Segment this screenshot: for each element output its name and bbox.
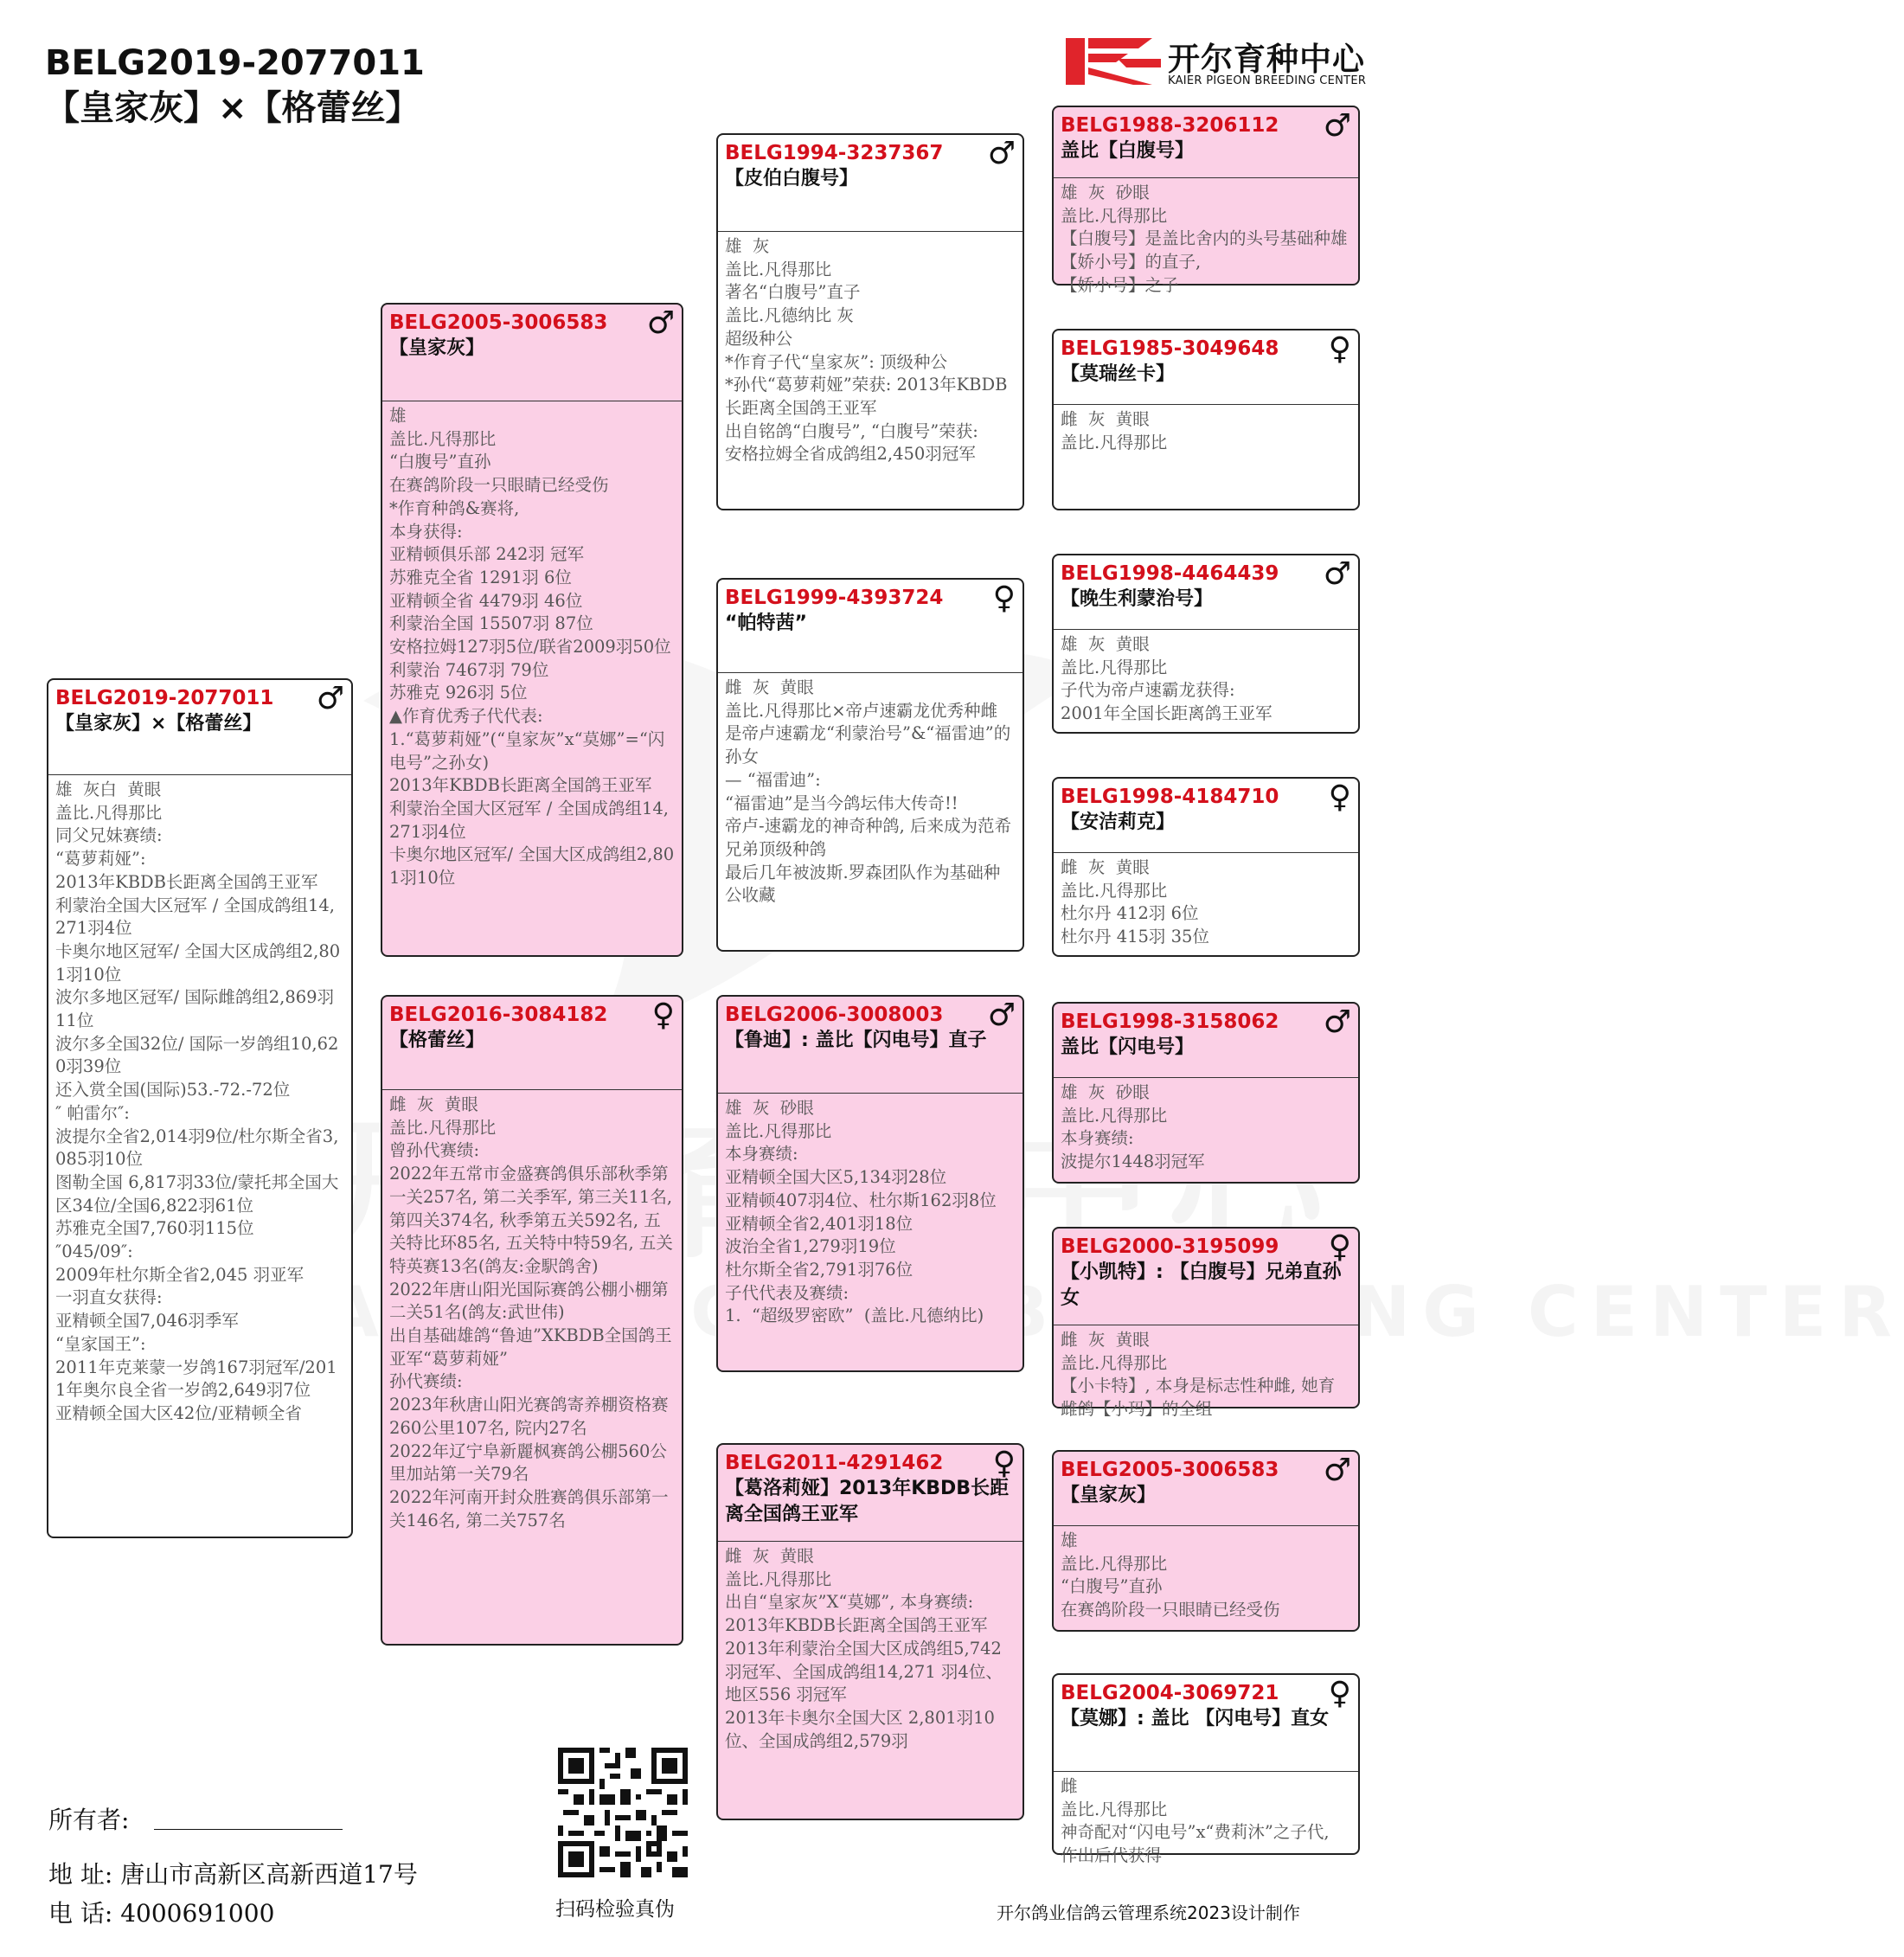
male-icon: ♂ — [987, 998, 1016, 1033]
pigeon-details: 雄 灰 黄眼 盖比.凡得那比 子代为帝卢速霸龙获得: 2001年全国长距离鸽王亚军 — [1061, 634, 1273, 724]
pigeon-name: 【皇家灰】 — [389, 337, 485, 359]
pigeon-details: 雄 灰 砂眼 盖比.凡得那比 本身赛绩: 亚精顿全国大区5,134羽28位 亚精顿407羽4位、杜尔斯162羽8位 亚精顿全省2,401羽18位 波治全省1,279羽19位 杜尔斯全省2,791羽76位 子代代表及赛绩: 1. “超级罗密欧” (盖比.凡德纳比) — [725, 1098, 997, 1326]
female-icon: ♀ — [992, 1446, 1016, 1481]
pigeon-name: 【安洁莉克】 — [1061, 812, 1176, 833]
ring-number: BELG2006-3008003 — [725, 1004, 944, 1026]
ring-number: BELG1998-4184710 — [1061, 786, 1279, 808]
kaier-logo — [1066, 31, 1369, 92]
logo-subtext: KAIER PIGEON BREEDING CENTER — [1168, 74, 1367, 87]
female-icon: ♀ — [992, 581, 1016, 616]
footer-credit: 开尔鸽业信鸽云管理系统2023设计制作 — [997, 1902, 1300, 1923]
ring-number: BELG2016-3084182 — [389, 1004, 608, 1026]
pigeon-name: “帕特茜” — [725, 613, 807, 634]
pedigree-card-dam — [381, 995, 683, 1646]
pigeon-name: 【莫瑞丝卡】 — [1061, 363, 1176, 385]
pigeon-details: 雌 灰 黄眼 盖比.凡得那比×帝卢速霸龙优秀种雌 是帝卢速霸龙“利蒙治号”&“福雷迪”的孙女 — “福雷迪”: “福雷迪”是当今鸽坛伟大传奇!! 帝卢-速霸龙的神奇种鸽, 后来成为范希兄弟顶级种鸽 最后几年被波斯.罗森团队作为基础种公收藏 — [725, 677, 1011, 906]
ring-number: BELG2004-3069721 — [1061, 1682, 1279, 1704]
pedigree-card-sdd — [1052, 777, 1360, 957]
pedigree-card-sss — [1052, 106, 1360, 295]
logo-text: 开尔育种中心 — [1168, 41, 1365, 78]
pigeon-name: 盖比【闪电号】 — [1061, 1036, 1195, 1058]
pigeon-details: 雌 灰 黄眼 盖比.凡得那比 杜尔丹 412羽 6位 杜尔丹 415羽 35位 — [1061, 857, 1209, 947]
pigeon-name: 【晚生利蒙治号】 — [1061, 588, 1214, 610]
female-icon: ♀ — [651, 998, 675, 1033]
ring-number: BELG1998-3158062 — [1061, 1011, 1279, 1033]
female-icon: ♀ — [1328, 1676, 1351, 1711]
pedigree-card-dam-dam — [716, 1443, 1024, 1820]
male-icon: ♂ — [1323, 1004, 1351, 1040]
pedigree-card-sire-dam — [716, 578, 1024, 952]
pedigree-card-dss — [1052, 1002, 1360, 1184]
owner-blank-line — [154, 1829, 343, 1830]
ring-number: BELG2005-3006583 — [389, 311, 608, 334]
pigeon-details: 雄 盖比.凡得那比 “白腹号”直孙 在赛鸽阶段一只眼睛已经受伤 — [1061, 1530, 1280, 1620]
pigeon-name: 【鲁迪】: 盖比【闪电号】直子 — [725, 1030, 987, 1051]
ring-number: BELG2005-3006583 — [1061, 1459, 1279, 1481]
pedigree-card-dam-sire — [716, 995, 1024, 1372]
pigeon-name: 盖比【白腹号】 — [1061, 140, 1195, 162]
ring-number: BELG2000-3195099 — [1061, 1235, 1279, 1258]
male-icon: ♂ — [1323, 1453, 1351, 1488]
ring-number: BELG1999-4393724 — [725, 587, 944, 609]
female-icon: ♀ — [1328, 1229, 1351, 1265]
pigeon-name: 【葛洛莉娅】2013年KBDB长距离全国鸽王亚军 — [725, 1478, 1010, 1525]
pedigree-card-ssd — [1052, 329, 1360, 510]
qr-caption: 扫码检验真伪 — [555, 1898, 675, 1921]
female-icon: ♀ — [1328, 331, 1351, 367]
pigeon-details: 雄 灰白 黄眼 盖比.凡得那比 同父兄妹赛绩: “葛萝莉娅”: 2013年KBDB长距离全国鸽王亚军 利蒙治全国大区冠军 / 全国成鸽组14,271羽4位 卡奥尔地区冠军/ 全国大区成鸽组2,801羽10位 波尔多地区冠军/ 国际雌鸽组2,869羽11位 波尔多全国32位/ 国际一岁鸽组10,620羽39位 还入赏全国(国际)53.-72.-72位 ″ 帕雷尔″: 波提尔全省2,014羽9位/杜尔斯全省3,085羽10位 图勒全国 6,817羽33位/蒙托邦全国大区34位/全国6,822羽61位 苏雅克全国7,760羽115位 ″045/09″: 2009年杜尔斯全省2,045 羽亚军 一羽直女获得: 亚精顿全国7,046羽季军 “皇家国王”: 2011年克莱蒙一岁鸽167羽冠军/2011年奥尔良全省一岁鸽2,649羽7位 亚精顿全国大区42位/亚精顿全省 — [55, 780, 341, 1423]
ring-number: BELG2019-2077011 — [55, 687, 274, 709]
page-subtitle: 【皇家灰】×【格蕾丝】 — [45, 88, 420, 128]
pedigree-card-dsd — [1052, 1227, 1360, 1420]
pigeon-details: 雌 灰 黄眼 盖比.凡得那比 — [1061, 409, 1168, 452]
pigeon-name: 【皮伯白腹号】 — [725, 168, 859, 189]
pigeon-details: 雄 盖比.凡得那比 “白腹号”直孙 在赛鸽阶段一只眼睛已经受伤 *作育种鸽&赛将, 本身获得: 亚精顿俱乐部 242羽 冠军 苏雅克全省 1291羽 6位 亚精顿全省 4479羽 46位 利蒙治全国 15507羽 87位 安格拉姆127羽5位/联省2009羽50位 利蒙治 7467羽 79位 苏雅克 926羽 5位 ▲作育优秀子代代表: 1.“葛萝莉娅”(“皇家灰”x“莫娜”=“闪电号”之孙女) 2013年KBDB长距离全国鸽王亚军 利蒙治全国大区冠军 / 全国成鸽组14,271羽4位 卡奥尔地区冠军/ 全国大区成鸽组2,801羽10位 — [389, 406, 675, 889]
pigeon-details: 雌 灰 黄眼 盖比.凡得那比 出自“皇家灰”X“莫娜”, 本身赛绩: 2013年KBDB长距离全国鸽王亚军 2013年利蒙治全国大区成鸽组5,742 羽冠军、全国成鸽组14,271 羽4位、地区556 羽冠军 2013年卡奥尔全国大区 2,801羽10位、全国成鸽组2,579羽 — [725, 1546, 1003, 1751]
male-icon: ♂ — [646, 305, 675, 341]
address: 地 址: 唐山市高新区高新西道17号 — [48, 1860, 418, 1889]
ring-number: BELG2011-4291462 — [725, 1452, 944, 1474]
pedigree-card-ddd — [1052, 1673, 1360, 1866]
pigeon-details: 雄 灰 盖比.凡得那比 著名“白腹号”直子 盖比.凡德纳比 灰 超级种公 *作育子代“皇家灰”: 顶级种公 *孙代“葛萝莉娅”荣获: 2013年KBDB长距离全国鸽王亚军 出自铭鸽“白腹号”, “白腹号”荣获: 安格拉姆全省成鸽组2,450羽冠军 — [725, 236, 1008, 465]
pigeon-details: 雌 灰 黄眼 盖比.凡得那比 曾孙代赛绩: 2022年五常市金盛赛鸽俱乐部秋季第一关257名, 第二关季军, 第三关11名, 第四关374名, 秋季第五关592名, 五关特比环85名, 五关特中特59名, 五关特英赛13名(鸽友:金駅鸽舍) 2022年唐山阳光国际赛鸽公棚小棚第二关51名(鸽友:武世伟) 出自基础雄鸽“鲁迪”XKBDB全国鸽王亚军“葛萝莉娅” 孙代赛绩: 2023年秋唐山阳光赛鸽寄养棚资格赛260公里107名, 院内27名 2022年辽宁阜新麗枫赛鸽公棚560公里加站第一关79名 2022年河南开封众胜赛鸽俱乐部第一关146名, 第二关757名 — [389, 1094, 673, 1530]
ring-number: BELG1998-4464439 — [1061, 562, 1279, 585]
phone: 电 话: 4000691000 — [48, 1899, 275, 1928]
male-icon: ♂ — [316, 681, 344, 716]
logo-mark-icon — [1066, 33, 1161, 90]
male-icon: ♂ — [1323, 108, 1351, 144]
ring-number: BELG1988-3206112 — [1061, 114, 1279, 137]
ring-number: BELG1985-3049648 — [1061, 337, 1279, 360]
pigeon-name: 【小凯特】: 【白腹号】兄弟直孙女 — [1061, 1261, 1342, 1309]
pigeon-details: 雄 灰 砂眼 盖比.凡得那比 本身赛绩: 波提尔1448羽冠军 — [1061, 1082, 1205, 1172]
male-icon: ♂ — [1323, 556, 1351, 592]
pedigree-card-sire — [381, 303, 683, 957]
pedigree-card-subject — [47, 678, 353, 1538]
female-icon: ♀ — [1328, 780, 1351, 815]
qr-code-icon[interactable] — [558, 1748, 688, 1877]
pigeon-details: 雄 灰 砂眼 盖比.凡得那比 【白腹号】是盖比舍内的头号基础种雄【娇小号】的直子, 【娇小号】之子 — [1061, 183, 1348, 295]
owner-label: 所有者: — [48, 1806, 130, 1834]
pigeon-name: 【皇家灰】×【格蕾丝】 — [55, 713, 262, 735]
pedigree-card-sire-sire — [716, 133, 1024, 510]
ring-number: BELG1994-3237367 — [725, 142, 944, 164]
pedigree-card-dds — [1052, 1450, 1360, 1632]
pedigree-card-sds — [1052, 554, 1360, 734]
page-title: BELG2019-2077011 — [45, 43, 425, 83]
male-icon: ♂ — [987, 136, 1016, 171]
pigeon-name: 【格蕾丝】 — [389, 1030, 485, 1051]
pigeon-name: 【莫娜】: 盖比 【闪电号】直女 — [1061, 1708, 1330, 1729]
pigeon-name: 【皇家灰】 — [1061, 1485, 1157, 1506]
pigeon-details: 雌 灰 黄眼 盖比.凡得那比 【小卡特】, 本身是标志性种雌, 她育雌鸽【小玛】的全组 — [1061, 1330, 1336, 1420]
pigeon-details: 雌 盖比.凡得那比 神奇配对“闪电号”x“费莉沐”之子代, 作出后代获得 — [1061, 1776, 1330, 1866]
